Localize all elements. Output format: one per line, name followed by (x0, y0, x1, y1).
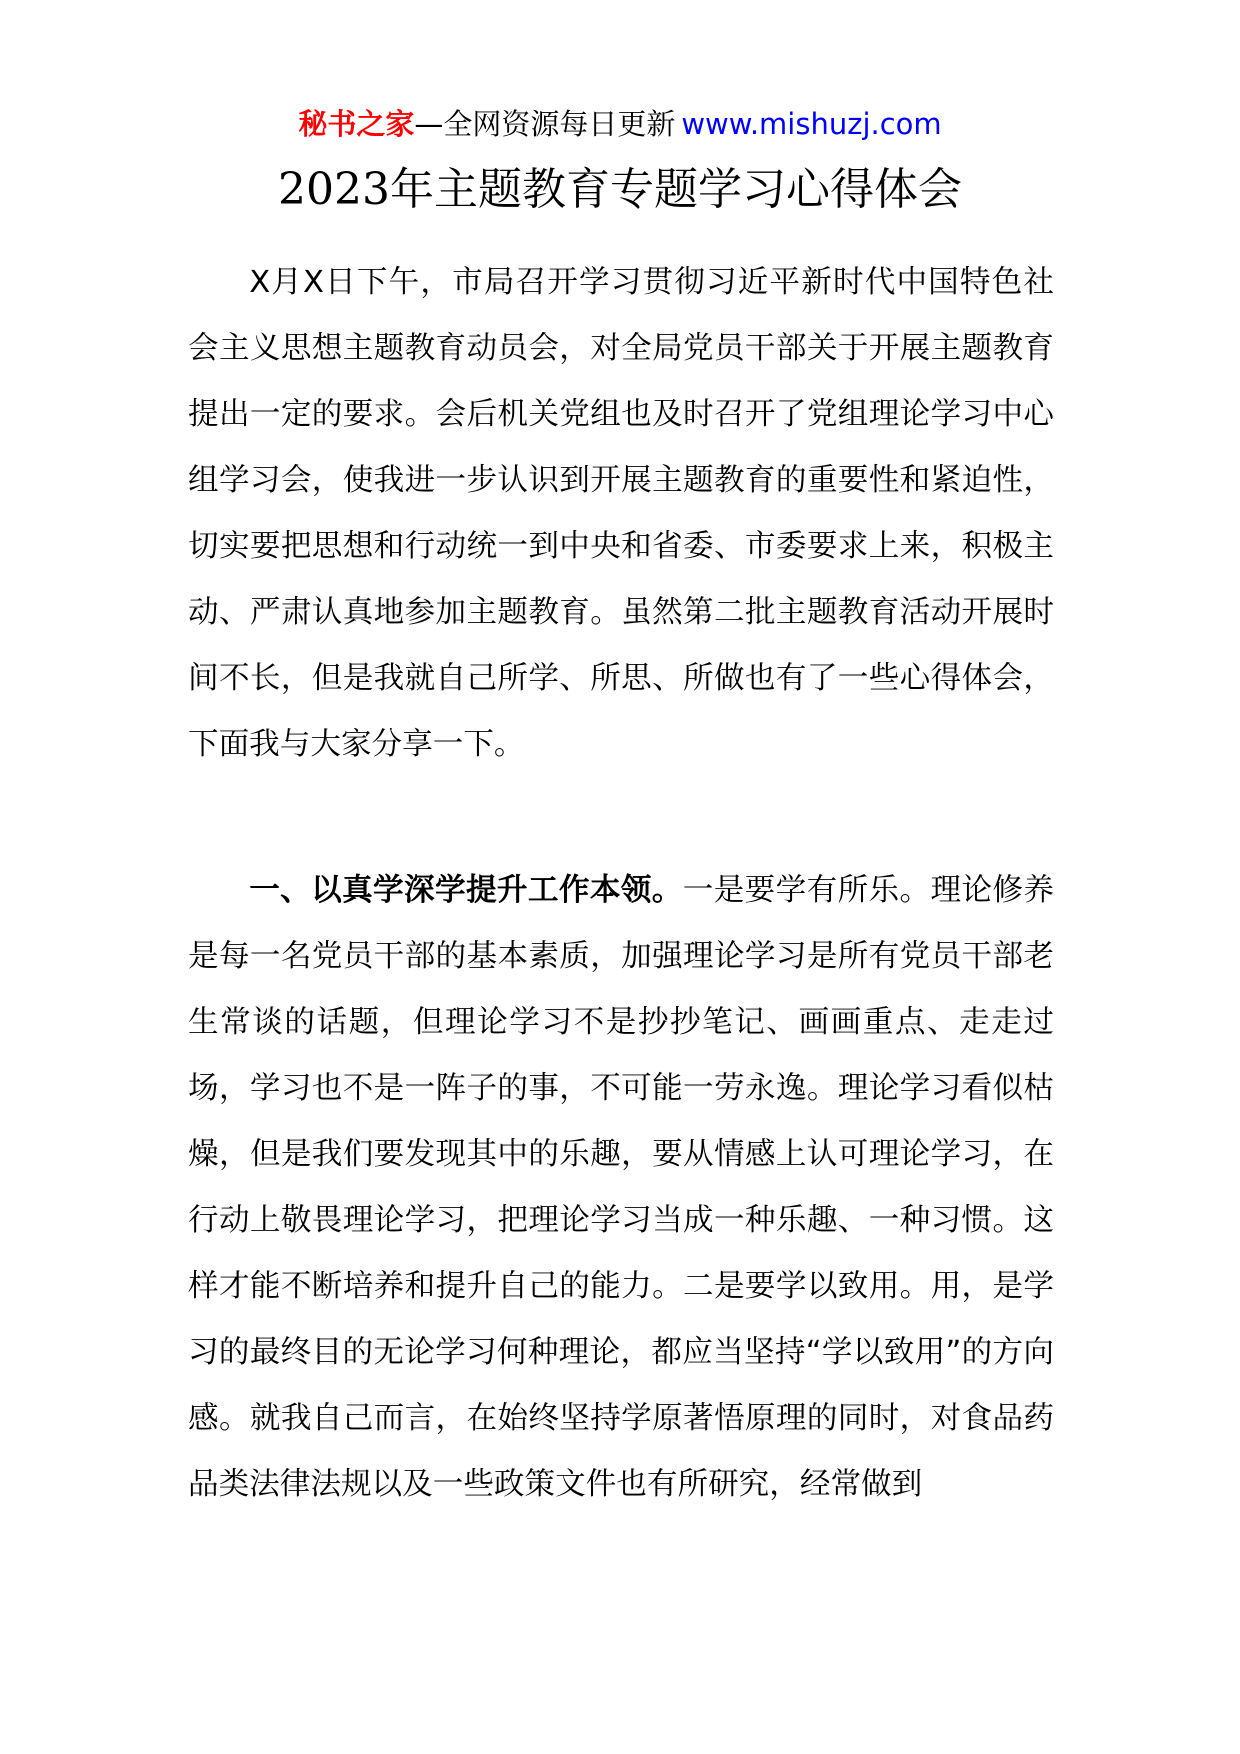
section-heading: 一、以真学深学提升工作本领。 (249, 873, 683, 908)
header-tagline: —全网资源每日更新 (414, 107, 676, 141)
paragraph-intro (188, 250, 1054, 778)
brand-name: 秘书之家 (298, 107, 415, 141)
site-url-link[interactable]: www.mishuzj.com (681, 107, 942, 141)
paragraph-text: 一是要学有所乐。理论修养是每一名党员干部的基本素质，加强理论学习是所有党员干部老生常谈的话题，但理论学习不是抄抄笔记、画画重点、走走过场，学习也不是一阵子的事，不可能一劳永逸。理论学习看似枯燥，但是我们要发现其中的乐趣，要从情感上认可理论学习，在行动上敬畏理论学习，把理论学习当成一种乐趣、一种习惯。这样才能不断培养和提升自己的能力。二是要学以致用。用，是学习的最终目的无论学习何种理论，都应当坚持“学以致用”的方向感。就我自己而言，在始终坚持学原著悟原理的同时，对食品药品类法律法规以及一些政策文件也有所研究，经常做到 (188, 873, 1054, 1502)
paragraph-section-one (188, 858, 1054, 1518)
paragraph-text: X月X日下午，市局召开学习贯彻习近平新时代中国特色社会主义思想主题教育动员会，对全局党员干部关于开展主题教育提出一定的要求。会后机关党组也及时召开了党组理论学习中心组学习会，使我进一步认识到开展主题教育的重要性和紧迫性，切实要把思想和行动统一到中央和省委、市委要求上来，积极主动、严肃认真地参加主题教育。虽然第二批主题教育活动开展时间不长，但是我就自己所学、所思、所做也有了一些心得体会，下面我与大家分享一下。 (188, 265, 1054, 762)
document-title (0, 160, 1240, 220)
site-header (0, 104, 1240, 144)
title-year: 2023 (278, 164, 390, 215)
title-text: 年主题教育专题学习心得体会 (389, 164, 962, 215)
